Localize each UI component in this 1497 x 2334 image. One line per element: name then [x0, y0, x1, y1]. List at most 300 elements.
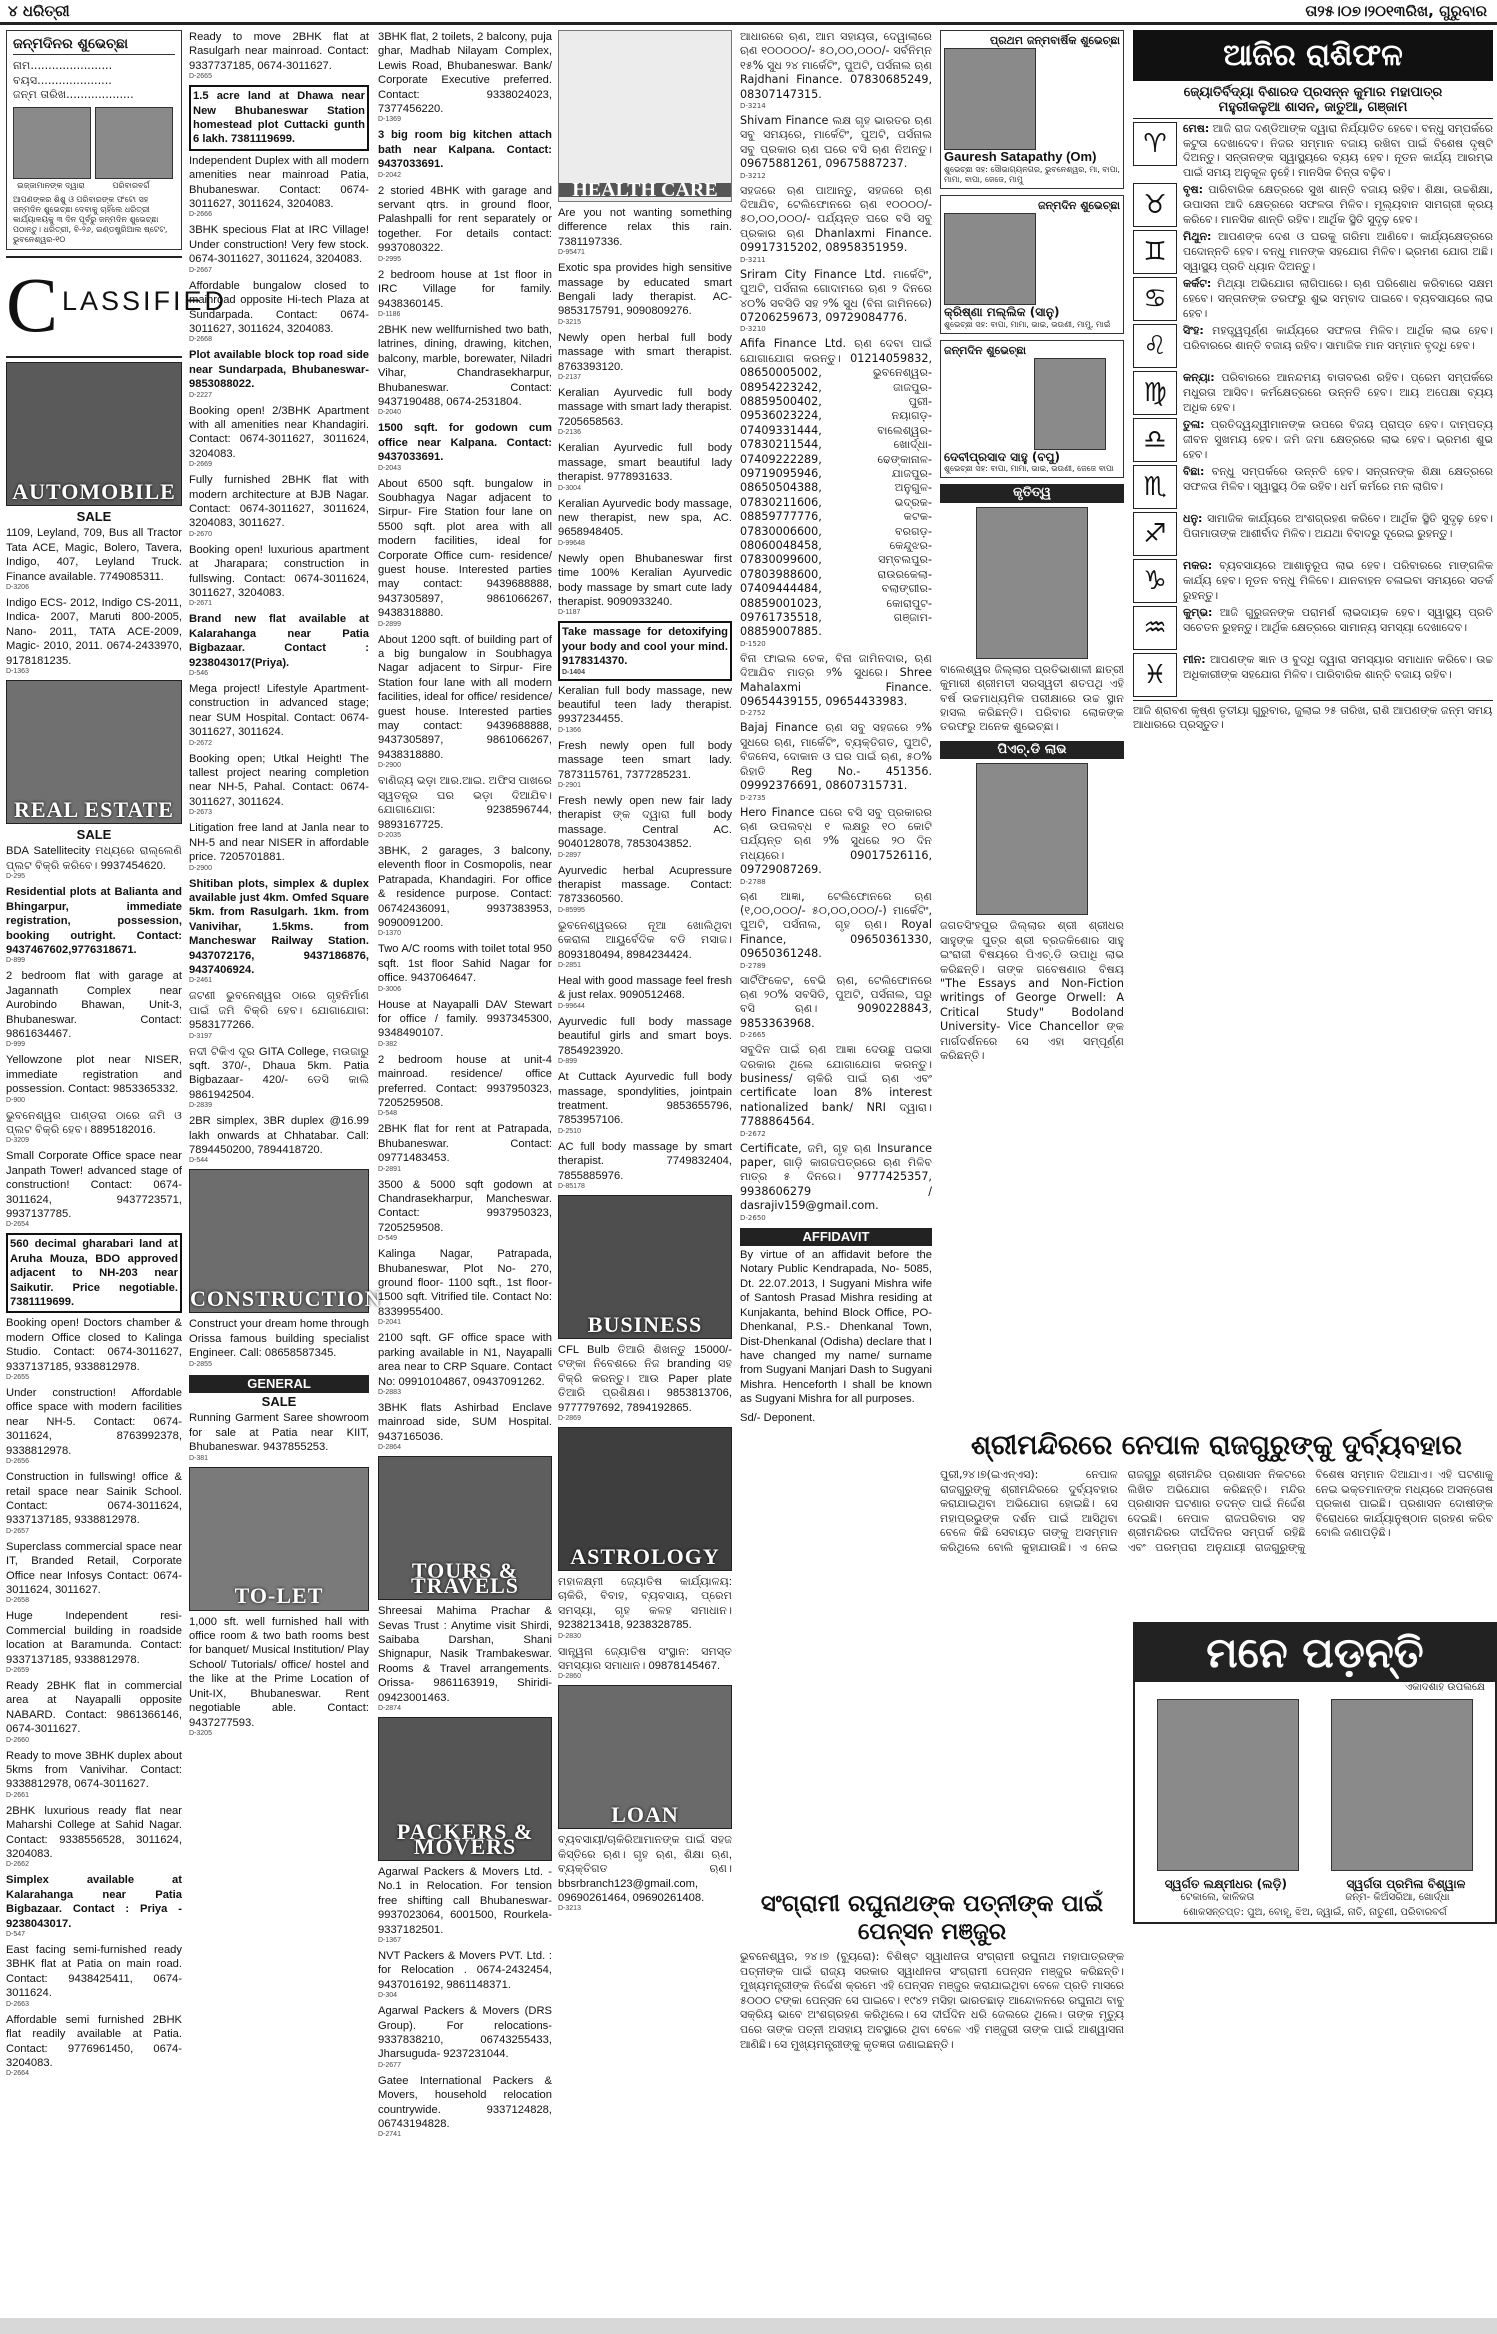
ad-code: D-900	[6, 1096, 26, 1104]
ad-code: D-548	[378, 1110, 398, 1118]
ad-code: D-2668	[189, 336, 212, 344]
tours-travels-image	[378, 1456, 552, 1600]
classified-ad	[558, 621, 732, 680]
birthday-card-3-name: ଦେବୀପ୍ରସାଦ ସାହୁ (ବପୁ)	[944, 450, 1060, 465]
classified-ad	[6, 885, 182, 965]
rashifal-author: ଜ୍ୟୋତିର୍ବିଦ୍ୟା ବିଶାରଦ ପ୍ରସନ୍ନ କୁମାର ମହାପାତ୍ର	[1183, 85, 1443, 100]
classified-initial: C	[6, 261, 59, 348]
ad-code: D-2654	[6, 1221, 29, 1229]
astrology-image	[558, 1427, 732, 1571]
health-ads	[558, 206, 732, 1913]
classified-ad	[740, 721, 932, 801]
ad-code: D-3209	[6, 1137, 29, 1145]
classified-ad	[6, 1053, 182, 1104]
birthday-card-2-text: ଶୁଭେଚ୍ଛା ସହ: ବାପା, ମାମା, ଭାଇ, ଭଉଣୀ, ମାମୁ, ମାଇଁ	[944, 319, 1111, 329]
classified-ad	[558, 441, 732, 492]
obituary-title: ମନେ ପଡ଼ନ୍ତି	[1135, 1624, 1495, 1682]
ad-code: D-2672	[189, 739, 212, 747]
ad-text: Fresh newly open new fair lady therapist ଙ୍କ ଦ୍ୱାରା full body massage. Central AC. 9040128078, 7853043852.	[558, 795, 732, 851]
ad-text: Shreesai Mahima Prachar & Sevas Trust : Anytime visit Shirdi, Saibaba Darshan, Shani Shignapur, Nasik Trambakeswar. Rooms & Travel arrangements. Orissa- 9861163919, Shiridi- 09423001463.	[378, 1605, 552, 1704]
ad-text: Exotic spa provides high sensitive massage by educated smart Bengali lady therapist. AC- 9853175791, 9090809276.	[558, 262, 732, 318]
col1-ads	[6, 526, 182, 2078]
ad-code: D-2788	[740, 877, 766, 886]
obituary-photo-1	[1157, 1699, 1299, 1871]
ad-code: D-2874	[378, 1704, 401, 1712]
classified-ad	[378, 1865, 552, 1945]
zodiac-prediction: ପରିବାରରେ ଆନନ୍ଦମୟ ବାତାବରଣ ରହିବ। ପ୍ରେମ ସମ୍ପର୍କରେ ମଧୁରତା ଆସିବ। କର୍ମକ୍ଷେତ୍ରରେ ଉନ୍ନତି ହେବ। ଆୟ ଅପେକ୍ଷା ବ୍ୟୟ ଅଧିକ ହେବ।	[1183, 371, 1493, 414]
classified-ad	[558, 331, 732, 382]
ad-text: NVT Packers & Movers PVT. Ltd. : for Relocation . 0674-2432454, 9437016192, 9861148371.	[378, 1950, 552, 1991]
ad-text: ନଦୀ ଟିକିଏ ଦୂର GITA College, ମଉଜାରୁ sqft. 370/-, Dhaua 5km. Patia Bigbazaar- 420/- ଡେସି କାଲି 9861942504.	[189, 1045, 369, 1101]
ad-code: D-2891	[378, 1165, 401, 1173]
ad-code: D-2035	[378, 831, 401, 839]
obituary-box	[1133, 1622, 1497, 1924]
zodiac-text	[1183, 183, 1493, 227]
birthday-card-1	[940, 30, 1124, 189]
zodiac-name: ମକର:	[1183, 559, 1213, 573]
ad-code: D-2899	[378, 620, 401, 628]
zodiac-name: ସିଂହ:	[1183, 324, 1204, 338]
classified-ad	[558, 1645, 732, 1682]
rashifal-address: ମହୁରୀକଳୁଆ ଶାସନ, ଜାତୁଆ, ଗଞ୍ଜାମ	[1133, 100, 1493, 119]
ad-code: D-1363	[6, 668, 29, 676]
ad-code: D-3004	[558, 484, 581, 492]
ad-text: Huge Independent resi-Commercial building in roadside location at Baramunda. Contact: 9337137185, 9338812978.	[6, 1610, 182, 1666]
classified-ad	[189, 543, 369, 609]
ad-code: D-2897	[558, 851, 581, 859]
classified-ad	[740, 890, 932, 970]
ad-code: D-2042	[378, 171, 401, 179]
zodiac-text	[1183, 465, 1493, 509]
ad-code: D-1370	[378, 930, 401, 938]
ad-text: Independent Duplex with all modern amenities near mainroad Patia, Bhubaneswar. Contact: 0674-3011627, 3011624, 3204083.	[189, 154, 369, 211]
ad-code: D-1366	[558, 726, 581, 734]
ad-text: Shitiban plots, simplex & duplex available just 4km. Omfed Square 5km. from Rasulgarh. 1km. from Vanivihar, 1.5kms. from Mancheswar Railway Station. 9437072176, 9437186876, 9437406924.	[189, 877, 369, 976]
classified-ad	[740, 1043, 932, 1137]
ad-text: Plot available block top road side near Sundarpada, Bhubaneswar- 9853088022.	[189, 349, 369, 391]
classified-ad	[6, 969, 182, 1049]
ad-text: BDA Satellitecity ମଧ୍ୟରେ ରାଲ୍ଲେଣି ପ୍ଲଟ ବିକ୍ରି କରିବେ। 9937454620.	[6, 845, 182, 872]
classified-ad	[189, 30, 369, 81]
ad-code: D-95471	[558, 249, 585, 257]
ad-code: D-2855	[189, 1360, 212, 1368]
zodiac-prediction: ବ୍ୟବସାୟରେ ଆଶାନୁରୂପ ଲାଭ ହେବ। ପରିବାରରେ ମାଙ୍ଗଳିକ କାର୍ଯ୍ୟ ହେବ। ନୂତନ ବନ୍ଧୁ ମିଳିବେ। ଯାନବାହନ ଚଳାଇବା ସମୟରେ ସତର୍କ ରୁହନ୍ତୁ।	[1183, 559, 1493, 602]
classified-ad	[378, 774, 552, 840]
ad-code: D-2665	[740, 1031, 766, 1040]
ad-text: Certificate, ଜମି, ଗୃହ ଋଣ Insurance paper, ଗାଡ଼ି କାଗଜପତ୍ରରେ ଋଣ ମିଳିବ ମାତ୍ର ୫ ଦିନରେ। 9777425357, 9938606279 / dasrajiv159@gmail.com.	[740, 1141, 932, 1213]
classified-ad	[189, 85, 369, 151]
obituary-name-1: ସ୍ୱର୍ଗତ ଲକ୍ଷ୍ମୀଧର (ଲଡ଼ି)	[1164, 1877, 1287, 1891]
ad-code: D-99644	[558, 1002, 585, 1010]
ad-text: Fresh newly open full body massage teen smart lady. 7873115761, 7377285231.	[558, 739, 732, 781]
real-estate-label: REAL ESTATE	[14, 796, 174, 822]
ad-text: At Cuttack Ayurvedic full body massage, spondylities, jointpain treatment. 9853655796, 7853957106.	[558, 1071, 732, 1127]
classified-ad	[189, 223, 369, 274]
classified-ad	[378, 323, 552, 417]
ad-code: D-2995	[378, 255, 401, 263]
ad-code: D-2789	[740, 961, 766, 970]
classified-ad	[6, 2013, 182, 2079]
zodiac-sign-icon: ♑	[1133, 559, 1177, 603]
ad-code: D-2660	[6, 1736, 29, 1744]
classified-ad	[740, 114, 932, 180]
ad-text: Construct your dream home through Orissa famous building specialist Engineer. Call: 08658587345.	[189, 1318, 369, 1360]
ad-text: Two A/C rooms with toilet total 950 sqft. 1st floor Sahid Nagar for office. 9437064647.	[378, 943, 552, 985]
ad-code: D-3214	[740, 102, 766, 111]
ad-text: 2 bedroom flat with garage at Jagannath Complex near Aurobindo Bhawan, Unit-3, Bhubaneswar. Contact: 9861634467.	[6, 970, 182, 1040]
ad-text: 2BHK luxurious ready flat near Maharshi College at Sahid Nagar. Contact: 9338556528, 3011624, 3204083.	[6, 1804, 182, 1861]
zodiac-prediction: ଆପଣଙ୍କ ଜ୍ଞାନ ଓ ବୁଦ୍ଧି ଦ୍ୱାରା ସମସ୍ୟାର ସମାଧାନ କରିବେ। ଉଚ୍ଚ ଅଧିକାରୀଙ୍କ ସହଯୋଗ ମିଳିବ। ପାରିବାରିକ ଶାନ୍ତି ବଜାୟ ରହିବ।	[1183, 653, 1493, 681]
sale-heading-1: SALE	[76, 509, 112, 524]
ad-code: D-2664	[6, 2070, 29, 2078]
birthday-card-2	[940, 195, 1124, 334]
ad-code: D-2901	[558, 782, 581, 789]
ad-text: Brand new flat available at Kalarahanga near Patia Bigbazaar. Contact : 9238043017(Priya).	[189, 613, 369, 669]
classified-ad	[378, 1604, 552, 1713]
ad-text: Agarwal Packers & Movers (DRS Group). For relocations- 9337838210, 06743255433, Jharsuguda- 9237231044.	[378, 2005, 552, 2061]
ad-code: D-2663	[6, 2000, 29, 2008]
ad-code: D-2900	[378, 762, 401, 770]
ad-text: ବ୍ୟବସାୟୀ/ଚାକିରିଆମାନଙ୍କ ପାଇଁ ସହଜ କିସ୍ତିରେ ଋଣ। ଗୃହ ଋଣ, ଶିକ୍ଷା ଋଣ, ବ୍ୟକ୍ତିଗତ ଋଣ। bbsrbranch123@gmail.com, 09690261464, 09690261408.	[558, 1834, 732, 1905]
ad-code: D-2672	[740, 1129, 766, 1138]
page-bottom-bar	[0, 2318, 1497, 2334]
zodiac-name: ଧନୁ:	[1183, 512, 1203, 526]
classified-ad	[189, 1317, 369, 1368]
ad-code: D-3206	[6, 584, 29, 592]
phd-photo	[976, 763, 1088, 915]
zodiac-sign-icon: ♌	[1133, 324, 1177, 368]
classified-ad	[740, 974, 932, 1040]
classified-ad	[558, 794, 732, 860]
ad-text: East facing semi-furnished ready 3BHK flat at Patia on main road. Contact: 9438425411, 0674-3011624.	[6, 1944, 182, 2000]
zodiac-prediction: ପ୍ରତିଦ୍ୱନ୍ଦ୍ୱୀମାନଙ୍କ ଉପରେ ବିଜୟ ପ୍ରାପ୍ତ ହେବ। ଦାମ୍ପତ୍ୟ ଜୀବନ ସୁଖମୟ ହେବ। ଜମି ଜମା କ୍ଷେତ୍ରରେ ଲାଭ ହେବ। ଭ୍ରମଣ ଶୁଭ ହେବ।	[1183, 418, 1493, 461]
ad-code: D-2661	[6, 1791, 29, 1799]
ad-code: D-544	[189, 1157, 209, 1165]
classified-ad	[6, 1679, 182, 1745]
ad-text: Indigo ECS- 2012, Indigo CS-2011, Indica- 2007, Maruti 800-2005, Nano- 2011, TATA ACE-2009, Magic- 2010, 2011. 0674-2433970, 9178181235.	[6, 597, 182, 667]
classified-ad	[378, 1122, 552, 1173]
page-date: ତା୨୫।୦୭।୨୦୧୩ରିଖ, ଗୁରୁବାର	[1305, 2, 1487, 20]
phd-heading: ପିଏଚ୍.ଡି ଲାଭ	[940, 741, 1124, 759]
temple-story-title: ଶ୍ରୀମନ୍ଦିରରେ ନେପାଳ ରାଜଗୁରୁଙ୍କୁ ଦୁର୍ବ୍ୟବହାର	[970, 1430, 1463, 1461]
ad-code: D-3215	[558, 318, 581, 326]
ad-text: Hero Finance ଘରେ ବସି ସବୁ ପ୍ରକାରର ଋଣ ଉପଲବ୍ଧ ୧ ଲକ୍ଷରୁ ୧୦ କୋଟି ପର୍ଯ୍ୟନ୍ତ ଋଣ ୨% ସୁଧରେ ୨୦ ଦିନ ମଧ୍ୟରେ। 09017526116, 09729087269.	[740, 805, 932, 877]
ad-code: D-2461	[189, 977, 212, 985]
classified-ad	[6, 1149, 182, 1229]
classified-ad	[558, 1015, 732, 1066]
ad-code: D-3197	[189, 1032, 212, 1040]
classified-ad	[378, 2074, 552, 2140]
ad-code: D-2659	[6, 1666, 29, 1674]
classified-ad	[189, 612, 369, 678]
ad-code: D-3211	[740, 255, 766, 264]
ad-code: D-2851	[558, 962, 581, 970]
zodiac-entry	[1133, 512, 1493, 556]
classified-ad	[378, 633, 552, 771]
ad-code: D-899	[558, 1058, 578, 1066]
general-heading: GENERAL	[189, 1375, 369, 1393]
zodiac-sign-icon: ♊	[1133, 230, 1177, 274]
classified-ad	[189, 1411, 369, 1462]
ad-text: ବିନା ଫାଇଲ ଚେକ, ବିନା ଜାମିନଦାର, ଋଣ ଦିଆଯିବ ମାତ୍ର ୨% ସୁଧରେ। Shree Mahalaxmi Finance. 09654439155, 09654433983.	[740, 651, 932, 709]
ad-text: Are you not wanting something difference relax this rain. 7381197336.	[558, 207, 732, 248]
classified-ad	[558, 386, 732, 437]
ad-text: 1.5 acre land at Dhawa near New Bhubaneswar Station homestead plot Cuttacki gunth 6 lakh. 7381119699.	[193, 90, 365, 146]
birthday-form	[6, 30, 182, 250]
packers-movers-image	[378, 1717, 552, 1861]
ad-text: Ayurvedic herbal Acupressure therapist massage. Contact: 7873360560.	[558, 864, 732, 906]
page-header	[0, 0, 1497, 25]
ad-code: D-2665	[189, 73, 212, 81]
zodiac-name: ମିଥୁନ:	[1183, 230, 1212, 244]
health-care-image	[558, 30, 732, 202]
right-column	[1133, 30, 1493, 732]
ad-code: D-2041	[378, 1319, 401, 1327]
zodiac-entry	[1133, 324, 1493, 368]
zodiac-text	[1183, 324, 1493, 368]
zodiac-sign-icon: ♓	[1133, 653, 1177, 697]
classified-ad	[558, 974, 732, 1011]
ad-text: Newly open Bhubaneswar first time 100% Keralian Ayurvedic body massage by smart cute lady therapist. 9090933240.	[558, 552, 732, 608]
zodiac-sign-icon: ♒	[1133, 606, 1177, 650]
ad-text: Affordable semi furnished 2BHK flat readily available at Patia. Contact: 9776961450, 0674-3204083.	[6, 2013, 182, 2069]
ad-code: D-2900	[189, 864, 212, 872]
ad-code: D-2671	[189, 600, 212, 608]
classified-ad	[558, 864, 732, 915]
ad-code: D-381	[189, 1454, 209, 1462]
ad-code: D-2883	[378, 1388, 401, 1396]
classified-ad	[378, 421, 552, 472]
ad-text: Shivam Finance ଲକ୍ଷ ଗୃହ ଭାରତର ଋଣ ସବୁ ସମୟରେ, ମାର୍କେଟିଂ, ପୁଅଟି, ପର୍ସନାଲ ସବୁ ପ୍ରକାର ଋଣ ଘରେ ବସି ଋଣ ନିଅନ୍ତୁ। 09675881261, 09675887237.	[740, 114, 932, 171]
ad-text: ଭୁବନେଶ୍ୱରରେ ନୂଆ ଖୋଲିଥିବା କେରାଳା ଆୟୁର୍ବେଦିକ ବଡି ମସାଜ। 8093180494, 8984234424.	[558, 919, 732, 961]
ad-code: D-1520	[740, 639, 766, 648]
affidavit-text: By virtue of an affidavit before the Notary Public Kendrapada, No- 5085, Dt. 22.07.2013, I Sugyani Mishra wife of Santosh Prasad Mishra residing at Kunjakanta, behind Block Office, PO- Dhenkanal, P.S.- Dhenkanal Town, Dist-Dhenkanal (Odisha) declare that I have changed my name/ surname from Sugyani Manjari Dash to Sugyani Mishra. Henceforth I shall be known as Sugyani Mishra for all purposes.	[740, 1249, 932, 1406]
zodiac-name: ତୁଳା:	[1183, 418, 1205, 432]
loan-label: LOAN	[611, 1802, 679, 1827]
classified-ad	[558, 739, 732, 790]
obituary-photo-2	[1331, 1699, 1473, 1871]
ad-code: D-2735	[740, 793, 766, 802]
classified-ad	[6, 1233, 182, 1313]
ad-code: D-99648	[558, 539, 585, 547]
birthday-card-3-photo	[1034, 358, 1106, 450]
ad-text: 3 big room big kitchen attach bath near Kalpana. Contact: 9437033691.	[378, 129, 552, 171]
classified-ad	[6, 1609, 182, 1675]
classified-ad	[558, 1343, 732, 1423]
classified-ad	[378, 1949, 552, 2000]
ad-code: D-2510	[558, 1127, 581, 1135]
ad-text: ଜଟଣୀ ଭୁବନେଶ୍ୱର ଠାରେ ଗୃହନିର୍ମାଣ ପାଇଁ ଜମି ବିକ୍ରି ହେବ। ଯୋଗାଯୋଗ: 9583177266.	[189, 990, 369, 1032]
classified-ad	[6, 1873, 182, 1939]
classified-ad	[378, 1331, 552, 1397]
ad-code: D-2869	[558, 1414, 581, 1422]
ad-text: Gatee International Packers & Movers, household relocation countrywide. 9337124828, 06743194828.	[378, 2074, 552, 2131]
ad-text: About 6500 sqft. bungalow in Soubhagya Nagar adjacent to Sirpur- Fire Station four lane on 5500 sqft. plot area with all modern facilities, ideal for Corporate Office cum- residence/ guest house. Interested parties may contact: 9439688888, 9437305897, 9861066267, 9438318880.	[378, 477, 552, 620]
classified-ad	[189, 473, 369, 539]
ad-code: D-3006	[378, 985, 401, 993]
ad-code: D-3210	[740, 325, 766, 334]
ad-code: D-2656	[6, 1458, 29, 1466]
ad-code: D-1369	[378, 116, 401, 124]
health-care-label: HEALTH CARE	[559, 183, 731, 197]
ad-text: ଋଣ ଆଜ୍ଞା, ଟେଲିଫୋନରେ ଋଣ (୧,୦୦,୦୦୦/- ୫୦,୦୦,୦୦୦/-) ମାର୍କେଟିଂ, ପୁଅଟି, ପର୍ସନାଲ, ଗୃହ ଋଣ। Royal Finance, 09650361330, 09650361248.	[740, 889, 932, 961]
col2-ads	[189, 30, 382, 1738]
zodiac-entry	[1133, 277, 1493, 321]
zodiac-sign-icon: ♏	[1133, 465, 1177, 509]
ad-text: Booking open! luxurious apartment at Jharapara; construction in fullswing. Contact: 0674-3011624, 3011627, 3204083.	[189, 543, 369, 599]
finance-ads	[740, 30, 932, 1222]
birthday-card-2-title: ଜନ୍ମଦିନ ଶୁଭେଚ୍ଛା	[1037, 198, 1120, 212]
ad-text: Ayurvedic full body massage beautiful girls and smart boys. 7854923920.	[558, 1015, 732, 1057]
birthday-card-3-title: ଜନ୍ମଦିନ ଶୁଭେଚ୍ଛା	[944, 343, 1027, 357]
ad-text: Mega project! Lifestyle Apartment- construction in advanced stage; near SUM Hospital. Contact: 0674-3011627, 3011624.	[189, 683, 369, 739]
ad-code: D-546	[189, 670, 209, 678]
birthday-card-1-title: ପ୍ରଥମ ଜନ୍ମବାର୍ଷିକ ଶୁଭେଚ୍ଛା	[989, 34, 1120, 47]
ad-text: 2 storied 4BHK with garage and servant qtrs. in ground floor, Palashpalli for rent separately or together. For details contact: 9937080322.	[378, 184, 552, 255]
temple-story-text: ପୁରୀ,୨୪।୭(ଇଏନ୍ଏସ): ନେପାଳ ରାଜଗୁରୁଙ୍କୁ ଶ୍ରୀମନ୍ଦିରରେ ଦୁର୍ବ୍ୟବହାର କରାଯାଇଥିବା ଅଭିଯୋଗ ହୋଇଛି। ସେ ମହାପ୍ରଭୁଙ୍କ ଦର୍ଶନ ପାଇଁ ଆସିଥିବା ବେଳେ କିଛି ସେବାୟତ ତାଙ୍କୁ ଅସମ୍ମାନ କରିଥିଲେ ବୋଲି କୁହାଯାଉଛି। ଏ ନେଇ ରାଜଗୁରୁ ଶ୍ରୀମନ୍ଦିର ପ୍ରଶାସନ ନିକଟରେ ଲିଖିତ ଅଭିଯୋଗ କରିଛନ୍ତି। ମନ୍ଦିର ପ୍ରଶାସନ ଘଟଣାର ତଦନ୍ତ ପାଇଁ ନିର୍ଦ୍ଦେଶ ଦେଇଛି। ନେପାଳ ରାଜପରିବାର ସହ ଶ୍ରୀମନ୍ଦିରର ଦୀର୍ଘଦିନର ସମ୍ପର୍କ ରହିଛି ଏବଂ ପରମ୍ପରା ଅନୁଯାୟୀ ରାଜଗୁରୁଙ୍କୁ ବିଶେଷ ସମ୍ମାନ ଦିଆଯାଏ। ଏହି ଘଟଣାକୁ ନେଇ ଭକ୍ତମାନଙ୍କ ମଧ୍ୟରେ ଅସନ୍ତୋଷ ପ୍ରକାଶ ପାଇଛି। ପ୍ରଶାସନ ଦୋଷୀଙ୍କ ବିରୋଧରେ କାର୍ଯ୍ୟାନୁଷ୍ଠାନ ଗ୍ରହଣ କରିବ ବୋଲି ଜଣାପଡ଼ିଛି।	[940, 1468, 1493, 1554]
ad-text: ସହଜରେ ଋଣ ପାଆନ୍ତୁ, ସହଜରେ ଋଣ ଦିଆଯିବ, ଟେଲିଫୋନରେ ଋଣ ୧୦୦୦୦/- ୫୦,୦୦,୦୦୦/- ପର୍ଯ୍ୟନ୍ତ ଘରେ ବସି ସବୁ ପ୍ରକାର ଋଣ Dhanlaxmi Finance. 09917315202, 08958351959.	[740, 183, 932, 255]
zodiac-entry	[1133, 183, 1493, 227]
automobile-label: AUTOMOBILE	[12, 478, 176, 504]
classified-ad	[6, 1386, 182, 1466]
zodiac-name: ବୃଷ:	[1183, 183, 1204, 197]
ad-code: D-2677	[378, 2061, 401, 2069]
zodiac-sign-icon: ♐	[1133, 512, 1177, 556]
zodiac-name: ବିଛା:	[1183, 465, 1205, 479]
rent-ads	[378, 30, 552, 2139]
classified-ad	[189, 1615, 369, 1738]
classified-ad	[558, 497, 732, 548]
zodiac-text	[1183, 277, 1493, 321]
ad-code: D-304	[378, 1992, 398, 2000]
obituary-text-1: ଟେକାଲେ, କାଳିକତା	[1180, 1892, 1255, 1903]
ad-code: D-2864	[378, 1444, 401, 1452]
birthday-card-3-text: ଶୁଭେଚ୍ଛା ସହ: ବାପା, ମାମା, ଭାଇ, ଭଉଣୀ, ଜେଜେ ବାପା	[944, 464, 1114, 474]
ad-code: D-999	[6, 1041, 26, 1049]
astrology-label: ASTROLOGY	[570, 1543, 720, 1569]
classified-ad	[740, 268, 932, 334]
photo-caption-2: ପରିବାରବର୍ଗ	[112, 180, 150, 190]
business-image	[558, 1195, 732, 1339]
ad-text: Simplex available at Kalarahanga near Patia Bigbazaar. Contact : Priya - 9238043017.	[6, 1874, 182, 1930]
ad-code: D-2137	[558, 374, 581, 382]
ad-text: Litigation free land at Janla near to NH-5 and near NISER in affordable price. 7205701881.	[189, 822, 369, 864]
name-label: ନାମ.......................	[13, 59, 113, 73]
classified-ad	[189, 154, 369, 220]
ad-text: 1109, Leyland, 709, Bus all Tractor Tata ACE, Magic, Bolero, Tavera, Indigo, 407, Leyland Truck. Finance available. 7749085311.	[6, 527, 182, 583]
classified-ad	[6, 1540, 182, 1606]
zodiac-entry	[1133, 653, 1493, 697]
classified-ad	[558, 552, 732, 618]
zodiac-entry	[1133, 559, 1493, 603]
ad-text: ସାନ୍ତ୍ୱନା ଜ୍ୟୋତିଷ ସଂସ୍ଥାନ: ସମସ୍ତ ସମସ୍ୟାର ସମାଧାନ। 09878145467.	[558, 1645, 732, 1672]
classified-ad	[6, 1943, 182, 2009]
zodiac-name: ମେଷ:	[1183, 122, 1210, 135]
ad-code: D-2662	[6, 1861, 29, 1869]
ad-code: D-295	[6, 873, 26, 881]
zodiac-text	[1183, 653, 1493, 697]
zodiac-prediction: ଆପଣଙ୍କ ଦେଶ ଓ ଘରକୁ ଗରିମା ଆଣିବେ। କାର୍ଯ୍ୟକ୍ଷେତ୍ରରେ ପଦୋନ୍ନତି ହେବ। ବନ୍ଧୁ ମାନଙ୍କ ସହଯୋଗ ମିଳିବ। ଭ୍ରମଣ ଯୋଗ ଅଛି। ସ୍ୱାସ୍ଥ୍ୟ ପ୍ରତି ଧ୍ୟାନ ଦିଅନ୍ତୁ।	[1183, 230, 1493, 273]
ad-text: Yellowzone plot near NISER, immediate registration and possession. Contact: 9853365332.	[6, 1054, 182, 1096]
classified-ad	[740, 30, 932, 110]
obituary-text-2: ଜନ୍ମ- କିଅଁସରିଆ, ଖୋର୍ଦ୍ଧା	[1345, 1892, 1450, 1903]
classified-ad	[740, 1142, 932, 1222]
pension-story	[740, 1890, 1124, 2052]
classified-ad	[740, 184, 932, 264]
construction-label: CONSTRUCTION	[190, 1286, 382, 1311]
sale-heading-3: SALE	[261, 1394, 297, 1410]
rashifal-footer: ଆଜି ଶ୍ରାବଣ କୃଷ୍ଣ ତୃତୀୟା ଗୁରୁବାର, ଜୁଲାଇ ୨୫ ତାରିଖ, ରାଶି ଆପଣଙ୍କ ଜନ୍ମ ସମୟ ଆଧାରରେ ପ୍ରସ୍ତୁତ।	[1133, 700, 1493, 732]
ad-code: D-547	[6, 1931, 26, 1939]
real-estate-image	[6, 680, 182, 824]
ad-text: AC full body massage by smart therapist. 7749832404, 7855885976.	[558, 1140, 732, 1182]
photo-caption-1: ଇଜ୍ଜାମାନଙ୍କ ଦ୍ୱାରା	[17, 180, 85, 190]
zodiac-text	[1183, 230, 1493, 274]
zodiac-text	[1183, 559, 1493, 603]
birthday-card-1-text: ଶୁଭେଚ୍ଛା ସହ: ସୌଭାଗ୍ୟନଗର, ଭୁବନେଶ୍ୱର, ମା, ବାପା, ମାମା, ବାପା, ଜେଜେ, ମାମୁ	[944, 164, 1120, 184]
ad-text: ଭୁବନେଶ୍ୱର ପାଣ୍ଡରା ଠାରେ ଜମି ଓ ପ୍ଲଟ ବିକ୍ରି ହେବ। 8895182016.	[6, 1109, 182, 1136]
ad-code: D-2666	[189, 211, 212, 219]
ad-code: D-2655	[6, 1374, 29, 1382]
column-3a	[378, 30, 552, 2143]
zodiac-prediction: ସାମାଜିକ କାର୍ଯ୍ୟରେ ଅଂଶଗ୍ରହଣ କରିବେ। ଆର୍ଥିକ ସ୍ଥିତି ସୁଦୃଢ଼ ହେବ। ପିତାମାତାଙ୍କ ଆଶୀର୍ବାଦ ମିଳିବ। ଅଯଥା ବିବାଦରୁ ଦୂରେଇ ରୁହନ୍ତୁ।	[1183, 512, 1493, 540]
classified-ad	[378, 184, 552, 264]
ad-code: D-2830	[558, 1632, 581, 1640]
ad-code: D-2669	[189, 461, 212, 469]
ad-text: Sriram City Finance Ltd. ମାର୍କେଟିଂ, ପୁଅଟି, ପର୍ସନାଲ ଗୋଦାମରେ ଋଣ ୨ ଦିନରେ ୪୦% ସବସିଡି ସହ ୨% ସୁଧ (ବିନା ଜାମିନରେ) 07206259673, 09729084776.	[740, 267, 932, 324]
ad-text: 2100 sqft. GF office space with parking available in N1, Nayapalli area near to CRP Square. Contact No: 09910104867, 09437091262.	[378, 1332, 552, 1388]
ad-text: Newly open herbal full body massage with smart therapist. 8763393120.	[558, 331, 732, 373]
classified-ad	[6, 1316, 182, 1382]
classified-ad	[378, 128, 552, 179]
ad-text: Keralian Ayurvedic full body massage with smart lady therapist. 7205658563.	[558, 387, 732, 428]
kritita-heading: କୃତିତ୍ୱ	[940, 484, 1124, 502]
ad-code: D-1186	[378, 310, 401, 318]
classified-ad	[378, 1401, 552, 1452]
obituary-name-2: ସ୍ୱର୍ଗତା ପ୍ରମିଳା ବିଶ୍ୱାଳ	[1346, 1877, 1466, 1891]
classified-ad	[189, 821, 369, 872]
zodiac-entry	[1133, 371, 1493, 415]
ad-text: 3BHK flats Ashirbad Enclave mainroad side, SUM Hospital. 9437165036.	[378, 1401, 552, 1443]
ad-text: 2 bedroom house at 1st floor in IRC Village for family. 9438360145.	[378, 268, 552, 310]
business-label: BUSINESS	[587, 1311, 703, 1337]
obituary-footer: ଶୋକସନ୍ତପ୍ତ: ପୁଅ, ବୋହୂ, ଝିଅ, ଜ୍ୱାଇଁ, ନାତି, ନାତୁଣୀ, ପରିବାରବର୍ଗ	[1183, 1907, 1447, 1918]
zodiac-prediction: ମହତ୍ତ୍ୱପୂର୍ଣ୍ଣ କାର୍ଯ୍ୟରେ ସଫଳତା ମିଳିବ। ଆର୍ଥିକ ଲାଭ ହେବ। ପରିବାରରେ ଶାନ୍ତି ବଜାୟ ରହିବ। ସାମାଜିକ ମାନ ସମ୍ମାନ ବୃଦ୍ଧି ହେବ।	[1183, 324, 1493, 352]
ad-text: Bajaj Finance ଋଣ ସବୁ ସହଜରେ ୨% ସୁଧରେ ଋଣ, ମାର୍କେଟିଂ, ବ୍ୟକ୍ତିଗତ, ପୁଅଟି, ବିଜନେସ, ଦୋକାନ ଓ ଘର ପାଇଁ ଋଣ, ୫୦% ରିହାତି Reg No.- 451356. 09992376691, 08607315731.	[740, 721, 932, 793]
loan-image	[558, 1685, 732, 1829]
classified-ad	[558, 919, 732, 970]
classified-ad	[189, 877, 369, 986]
obituary-caption: ଏକାଦଶାହ ଉପଲକ୍ଷେ	[1405, 1682, 1485, 1693]
classified-ad	[189, 989, 369, 1040]
classified-ad	[6, 1804, 182, 1870]
ad-code: D-85178	[558, 1182, 585, 1190]
zodiac-prediction: ପାରିବାରିକ କ୍ଷେତ୍ରରେ ସୁଖ ଶାନ୍ତି ବଜାୟ ରହିବ। ଶିକ୍ଷା, ଉଚ୍ଚଶିକ୍ଷା, ଉପାସନା ଆଦି କ୍ଷେତ୍ରରେ ସଫଳତା ମିଳିବ। ମୂଲ୍ୟବାନ ସାମଗ୍ରୀ କ୍ରୟ କରିବେ। ମାନସିକ ଶାନ୍ତି ରହିବ। ଆର୍ଥିକ ସ୍ଥିତି ସୁଦୃଢ଼ ହେବ।	[1183, 183, 1493, 226]
ad-text: ବାଣିଜ୍ୟ ଭଡ଼ା ଆର.ଆଇ. ଅଫିସ ପାଖରେ ସ୍ୱତନ୍ତ୍ର ଘର ଭଡ଼ା ଦିଆଯିବ। ଯୋଗାଯୋଗ: 9238596744, 9893167725.	[378, 775, 552, 831]
ad-code: D-3213	[558, 1905, 581, 1913]
ad-text: Heal with good massage feel fresh & just relax. 9090512468.	[558, 975, 732, 1002]
ad-text: Keralian Ayurvedic body massage, new therapist, new spa, AC. 9658948405.	[558, 497, 732, 539]
classified-ad	[189, 1045, 369, 1111]
zodiac-name: କୁମ୍ଭ:	[1183, 606, 1213, 620]
ad-text: CFL Bulb ତିଆରି ଶିଖନ୍ତୁ 15000/- ଟଙ୍କା ନିବେଶରେ ନିଜ branding ସହ ବିକ୍ରି କରନ୍ତୁ। ଆଉ Paper plate ତିଆରି ପ୍ରଶିକ୍ଷଣ। 9853813706, 9777797692, 7894192865.	[558, 1343, 732, 1414]
classified-ad	[189, 752, 369, 818]
ad-text: Ready to move 3BHK duplex about 5kms from Vanivihar. Contact: 9338812978, 0674-3011627.	[6, 1749, 182, 1791]
ad-text: Fully furnished 2BHK flat with modern architecture at BJB Nagar. Contact: 0674-3011627, 3011624, 3204083, 3011627.	[189, 474, 369, 530]
classified-ad	[558, 1070, 732, 1136]
zodiac-entry	[1133, 122, 1493, 180]
classified-ad	[6, 1749, 182, 1800]
